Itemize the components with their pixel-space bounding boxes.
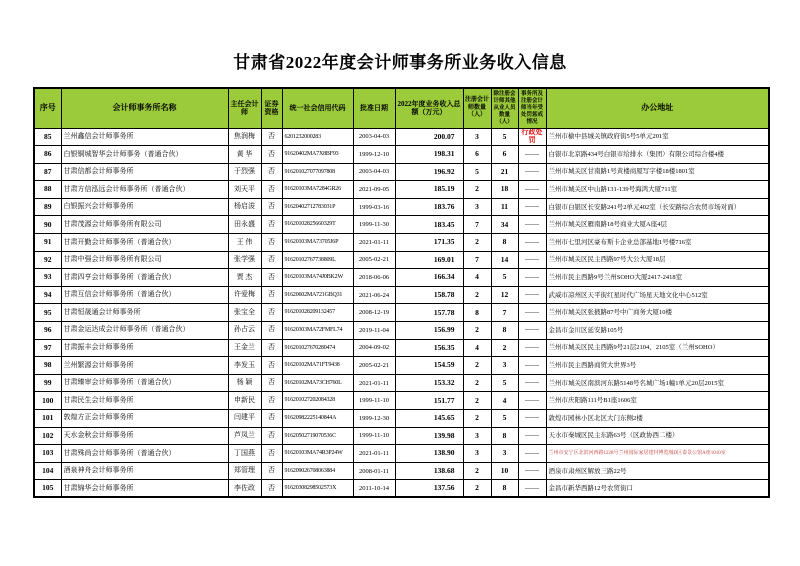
cell-firm-name: 甘肃互信会计师事务所（普通合伙） [61, 286, 228, 304]
table-row [34, 163, 769, 181]
cell-income-total: 169.01 [395, 251, 463, 269]
cell-credit-code: 91620102MA71FT9438 [282, 357, 353, 375]
table-row [34, 480, 769, 498]
cell-penalty-status: —— [518, 146, 546, 164]
cell-cpa-count: 2 [463, 480, 491, 498]
cell-chief-accountant: 张宝全 [228, 304, 261, 322]
cell-cpa-count: 7 [463, 251, 491, 269]
page-title: 甘肃省2022年度会计师事务所业务收入信息 [233, 53, 567, 72]
cell-penalty-status: —— [518, 462, 546, 480]
cell-cpa-count: 6 [463, 146, 491, 164]
cell-firm-name: 甘肃锦华会计师事务所 [61, 480, 228, 498]
cell-office-address: 兰州市民主西路9号兰州SOHO大厦2417-2418室 [546, 269, 769, 287]
cell-chief-accountant: 焦润梅 [228, 128, 261, 146]
cell-approval-date: 1999-11-10 [353, 392, 395, 410]
header-approval-date: 批准日期 [353, 88, 395, 128]
cell-credit-code: 91620103MA7284GR26 [282, 181, 353, 199]
table-row [34, 251, 769, 269]
cell-penalty-status: —— [518, 234, 546, 252]
table-row [34, 304, 769, 322]
cell-cpa-count: 2 [463, 322, 491, 340]
cell-penalty-status: —— [518, 163, 546, 181]
cell-chief-accountant: 丁国燕 [228, 445, 261, 463]
cell-chief-accountant: 王 伟 [228, 234, 261, 252]
cell-cpa-count: 2 [463, 410, 491, 428]
cell-row-number: 91 [34, 234, 61, 252]
cell-income-total: 171.35 [395, 234, 463, 252]
cell-securities-qualification: 否 [261, 322, 282, 340]
cell-approval-date: 2019-11-04 [353, 322, 395, 340]
table-row [34, 198, 769, 216]
cell-securities-qualification: 否 [261, 480, 282, 498]
cell-office-address: 兰州市安宁区北滨河西路1228号兰州国际家居建材博览城D区泰景公馆A座1010室 [546, 445, 769, 463]
cell-other-staff-count: 34 [491, 216, 518, 234]
cell-other-staff-count: 14 [491, 251, 518, 269]
cell-row-number: 105 [34, 480, 61, 498]
header-cpa-count: 注册会计师数量（人） [463, 88, 491, 128]
cell-row-number: 99 [34, 374, 61, 392]
cell-row-number: 93 [34, 269, 61, 287]
cell-penalty-status: —— [518, 392, 546, 410]
cell-chief-accountant: 张学强 [228, 251, 261, 269]
cell-office-address: 兰州市城关区甘南路1号黄楼商厦写字楼18楼1801室 [546, 163, 769, 181]
cell-cpa-count: 4 [463, 339, 491, 357]
cell-chief-accountant: 贾 杰 [228, 269, 261, 287]
cell-chief-accountant: 杨启浚 [228, 198, 261, 216]
cell-credit-code: 91620103MA73705J6P [282, 234, 353, 252]
cell-securities-qualification: 否 [261, 304, 282, 322]
cell-other-staff-count: 7 [491, 304, 518, 322]
cell-chief-accountant: 田永盛 [228, 216, 261, 234]
cell-securities-qualification: 否 [261, 163, 282, 181]
cell-securities-qualification: 否 [261, 251, 282, 269]
cell-credit-code: 91620982225140844A [282, 410, 353, 428]
header-penalty-status: 事务所及注册会计师当年受处罚惩戒情况 [518, 88, 546, 128]
cell-chief-accountant: 申新民 [228, 392, 261, 410]
cell-credit-code: 91620502719070536C [282, 427, 353, 445]
cell-chief-accountant: 闫建平 [228, 410, 261, 428]
cell-other-staff-count: 4 [491, 392, 518, 410]
cell-cpa-count: 3 [463, 427, 491, 445]
cell-row-number: 97 [34, 339, 61, 357]
cell-approval-date: 2008-01-11 [353, 462, 395, 480]
cell-income-total: 151.77 [395, 392, 463, 410]
cell-cpa-count: 2 [463, 234, 491, 252]
cell-firm-name: 甘肃民生会计师事务所 [61, 392, 228, 410]
cell-firm-name: 兰州繁源会计师事务所 [61, 357, 228, 375]
cell-approval-date: 2011-10-14 [353, 480, 395, 498]
cell-cpa-count: 5 [463, 163, 491, 181]
cell-securities-qualification: 否 [261, 128, 282, 146]
cell-other-staff-count: 5 [491, 269, 518, 287]
table-row [34, 445, 769, 463]
cell-income-total: 153.32 [395, 374, 463, 392]
header-credit-code: 统一社会信用代码 [282, 88, 353, 128]
table-row [34, 462, 769, 480]
cell-row-number: 89 [34, 198, 61, 216]
cell-firm-name: 甘肃中强会计师事务所有限公司 [61, 251, 228, 269]
cell-income-total: 166.34 [395, 269, 463, 287]
table-row [34, 234, 769, 252]
cell-chief-accountant: 李佐政 [228, 480, 261, 498]
cell-securities-qualification: 否 [261, 462, 282, 480]
table-row [34, 427, 769, 445]
cell-firm-name: 甘肃信都会计师事务所 [61, 163, 228, 181]
cell-income-total: 196.92 [395, 163, 463, 181]
cell-other-staff-count: 5 [491, 128, 518, 146]
cell-securities-qualification: 否 [261, 392, 282, 410]
cell-income-total: 183.45 [395, 216, 463, 234]
cell-approval-date: 2021-06-24 [353, 286, 395, 304]
cell-income-total: 158.78 [395, 286, 463, 304]
cell-securities-qualification: 否 [261, 198, 282, 216]
cell-chief-accountant: 王金兰 [228, 339, 261, 357]
table-row [34, 181, 769, 199]
cell-approval-date: 2005-02-21 [353, 357, 395, 375]
cell-cpa-count: 2 [463, 181, 491, 199]
cell-firm-name: 白银铜城智华会计师事务（普通合伙） [61, 146, 228, 164]
cell-credit-code: 91620402712783031P [282, 198, 353, 216]
cell-chief-accountant: 许爱梅 [228, 286, 261, 304]
table-row [34, 410, 769, 428]
cell-other-staff-count: 5 [491, 410, 518, 428]
cell-firm-name: 酒泉神舟会计师事务所 [61, 462, 228, 480]
cell-credit-code: 91620102MA73CH760L [282, 374, 353, 392]
cell-income-total: 198.31 [395, 146, 463, 164]
cell-other-staff-count: 18 [491, 181, 518, 199]
cell-row-number: 90 [34, 216, 61, 234]
cell-row-number: 85 [34, 128, 61, 146]
cell-firm-name: 甘肃臻审会计师事务所（普通合伙） [61, 374, 228, 392]
cell-penalty-status: —— [518, 269, 546, 287]
cell-securities-qualification: 否 [261, 181, 282, 199]
cell-approval-date: 2021-01-11 [353, 374, 395, 392]
cell-credit-code: 916201027077097808 [282, 163, 353, 181]
cell-office-address: 敦煌市园林小区北区大门东侧2楼 [546, 410, 769, 428]
cell-credit-code: 6201232000283 [282, 128, 353, 146]
cell-office-address: 兰州市城关区南滨河东路5148号名城广场1幢1单元20层2015室 [546, 374, 769, 392]
cell-row-number: 96 [34, 322, 61, 340]
cell-row-number: 104 [34, 462, 61, 480]
cell-office-address: 武威市凉州区天平街红星时代广场星天地文化中心512室 [546, 286, 769, 304]
cell-credit-code: 916201027670280474 [282, 339, 353, 357]
cell-income-total: 139.98 [395, 427, 463, 445]
cell-chief-accountant: 芦凤兰 [228, 427, 261, 445]
cell-cpa-count: 4 [463, 269, 491, 287]
cell-penalty-status: —— [518, 339, 546, 357]
cell-penalty-status: —— [518, 357, 546, 375]
header-chief-accountant: 主任会计师 [228, 88, 261, 128]
cell-row-number: 87 [34, 163, 61, 181]
cell-income-total: 200.07 [395, 128, 463, 146]
cell-firm-name: 兰州鑫信会计师事务所 [61, 128, 228, 146]
cell-credit-code: 916201027202084328 [282, 392, 353, 410]
cell-credit-code: 91620102767738809L [282, 251, 353, 269]
cell-approval-date: 2003-04-03 [353, 128, 395, 146]
header-office-address: 办公地址 [546, 88, 769, 128]
table-body [34, 128, 769, 497]
cell-approval-date: 1999-03-16 [353, 198, 395, 216]
cell-other-staff-count: 3 [491, 357, 518, 375]
cell-office-address: 酒泉市肃州区解放三路22号 [546, 462, 769, 480]
cell-penalty-status: 行政处罚 [518, 128, 546, 146]
cell-row-number: 103 [34, 445, 61, 463]
cell-office-address: 金昌市金川区延安路105号 [546, 322, 769, 340]
cell-chief-accountant: 李发玉 [228, 357, 261, 375]
cell-cpa-count: 2 [463, 392, 491, 410]
cell-firm-name: 甘肃开勤会计师事务所（普通合伙） [61, 234, 228, 252]
cell-securities-qualification: 否 [261, 216, 282, 234]
table-row [34, 216, 769, 234]
cell-other-staff-count: 3 [491, 445, 518, 463]
table-row [34, 357, 769, 375]
cell-income-total: 156.99 [395, 322, 463, 340]
cell-approval-date: 2005-02-21 [353, 251, 395, 269]
cell-credit-code: 91620602MA721GBQ31 [282, 286, 353, 304]
header-income-total: 2022年度业务收入总额（万元） [395, 88, 463, 128]
cell-cpa-count: 2 [463, 374, 491, 392]
cell-penalty-status: —— [518, 216, 546, 234]
cell-other-staff-count: 12 [491, 286, 518, 304]
cell-securities-qualification: 否 [261, 445, 282, 463]
cell-office-address: 金昌市新华西路12号农贸街口 [546, 480, 769, 498]
cell-row-number: 101 [34, 410, 61, 428]
cell-approval-date: 2021-09-05 [353, 181, 395, 199]
cell-approval-date: 2003-04-03 [353, 163, 395, 181]
cell-firm-name: 甘肃殊尚会计师事务所（普通合伙） [61, 445, 228, 463]
cell-office-address: 兰州市庆阳路111号B1座1606室 [546, 392, 769, 410]
cell-row-number: 98 [34, 357, 61, 375]
cell-firm-name: 甘肃金运达成会计师事务所（普通合伙） [61, 322, 228, 340]
cell-office-address: 兰州市城关区中山路131-139号海鸿大厦711室 [546, 181, 769, 199]
cell-income-total: 185.19 [395, 181, 463, 199]
cell-credit-code: 91620303MA72FMFL74 [282, 322, 353, 340]
cell-firm-name: 甘肃方信泓远会计师事务所（普通合伙） [61, 181, 228, 199]
cell-credit-code: 916209026708063884 [282, 462, 353, 480]
cell-office-address: 天水市秦城区民主东路63号（区政协西二楼） [546, 427, 769, 445]
cell-penalty-status: —— [518, 427, 546, 445]
cell-income-total: 137.56 [395, 480, 463, 498]
table-row [34, 146, 769, 164]
cell-row-number: 92 [34, 251, 61, 269]
cell-income-total: 154.59 [395, 357, 463, 375]
cell-other-staff-count: 8 [491, 234, 518, 252]
table-row [34, 374, 769, 392]
cell-penalty-status: —— [518, 410, 546, 428]
cell-approval-date: 2021-01-11 [353, 234, 395, 252]
cell-securities-qualification: 否 [261, 357, 282, 375]
cell-chief-accountant: 刘天平 [228, 181, 261, 199]
cell-chief-accountant: 郑管理 [228, 462, 261, 480]
cell-penalty-status: —— [518, 304, 546, 322]
cell-row-number: 86 [34, 146, 61, 164]
cell-other-staff-count: 8 [491, 322, 518, 340]
cell-firm-name: 甘肃四亨会计师事务所（普通合伙） [61, 269, 228, 287]
cell-chief-accountant: 杨 颖 [228, 374, 261, 392]
cell-office-address: 兰州市榆中县城关镇政府街5号5单元201室 [546, 128, 769, 146]
cell-penalty-status: —— [518, 181, 546, 199]
header-other-staff-count: 除注册会计师其他从业人员数量（人） [491, 88, 518, 128]
cell-other-staff-count: 6 [491, 146, 518, 164]
cell-penalty-status: —— [518, 322, 546, 340]
cell-cpa-count: 3 [463, 198, 491, 216]
cell-penalty-status: —— [518, 480, 546, 498]
cell-cpa-count: 2 [463, 286, 491, 304]
cell-row-number: 95 [34, 304, 61, 322]
cell-cpa-count: 3 [463, 128, 491, 146]
cell-securities-qualification: 否 [261, 269, 282, 287]
cell-credit-code: 91620103MA74R3P24W [282, 445, 353, 463]
cell-cpa-count: 3 [463, 445, 491, 463]
cell-firm-name: 天水金秋会计师事务所 [61, 427, 228, 445]
cell-approval-date: 2018-06-06 [353, 269, 395, 287]
cell-row-number: 100 [34, 392, 61, 410]
cell-chief-accountant: 孙占云 [228, 322, 261, 340]
table-row [34, 269, 769, 287]
cell-other-staff-count: 5 [491, 374, 518, 392]
header-no: 序号 [34, 88, 61, 128]
cell-securities-qualification: 否 [261, 146, 282, 164]
cell-other-staff-count: 8 [491, 480, 518, 498]
cell-firm-name: 甘肃茂源会计师事务所有限公司 [61, 216, 228, 234]
table-header [34, 88, 769, 128]
cell-securities-qualification: 否 [261, 410, 282, 428]
cell-credit-code: 91620402MA7X8BF93 [282, 146, 353, 164]
cell-penalty-status: —— [518, 198, 546, 216]
cell-approval-date: 1999-12-10 [353, 146, 395, 164]
cell-office-address: 兰州市城关区民主西路97号大公大厦18层 [546, 251, 769, 269]
cell-chief-accountant: 黄 华 [228, 146, 261, 164]
cell-credit-code: 91620102825660329T [282, 216, 353, 234]
cell-cpa-count: 2 [463, 462, 491, 480]
business-income-table [33, 87, 770, 498]
cell-approval-date: 2008-12-19 [353, 304, 395, 322]
cell-approval-date: 1999-11-30 [353, 216, 395, 234]
cell-office-address: 白银市白银区长安路241号2单元402室（长安路综合农贸市场对面） [546, 198, 769, 216]
cell-income-total: 145.65 [395, 410, 463, 428]
cell-penalty-status: —— [518, 251, 546, 269]
cell-credit-code: 91620103MA74J0BK2W [282, 269, 353, 287]
cell-office-address: 兰州市城关区雁南路18号商业大厦A座4层 [546, 216, 769, 234]
cell-office-address: 兰州市民主西路商贸大世界3号 [546, 357, 769, 375]
cell-income-total: 183.76 [395, 198, 463, 216]
cell-income-total: 156.35 [395, 339, 463, 357]
cell-credit-code: 91620308298502573X [282, 480, 353, 498]
cell-approval-date: 2004-09-02 [353, 339, 395, 357]
table-row [34, 392, 769, 410]
cell-cpa-count: 2 [463, 357, 491, 375]
cell-penalty-status: —— [518, 286, 546, 304]
cell-other-staff-count: 2 [491, 339, 518, 357]
cell-row-number: 94 [34, 286, 61, 304]
cell-penalty-status: —— [518, 445, 546, 463]
cell-office-address: 兰州市城关区民主西路9号21层2104、2105室（兰州SOHO） [546, 339, 769, 357]
cell-securities-qualification: 否 [261, 339, 282, 357]
cell-firm-name: 敦煌方正会计师事务所 [61, 410, 228, 428]
cell-firm-name: 白银振兴会计师事务所 [61, 198, 228, 216]
cell-office-address: 白银市北京路434号白银市给排水（集团）有限公司综合楼4楼 [546, 146, 769, 164]
table-row [34, 339, 769, 357]
cell-credit-code: 916201028209132457 [282, 304, 353, 322]
cell-approval-date: 1999-11-10 [353, 427, 395, 445]
cell-firm-name: 甘肃振丰会计师事务所 [61, 339, 228, 357]
cell-other-staff-count: 8 [491, 427, 518, 445]
cell-cpa-count: 7 [463, 216, 491, 234]
cell-row-number: 102 [34, 427, 61, 445]
cell-penalty-status: —— [518, 374, 546, 392]
cell-row-number: 88 [34, 181, 61, 199]
cell-approval-date: 2021-01-11 [353, 445, 395, 463]
cell-securities-qualification: 否 [261, 427, 282, 445]
cell-cpa-count: 8 [463, 304, 491, 322]
cell-income-total: 138.90 [395, 445, 463, 463]
table-row [34, 128, 769, 146]
cell-securities-qualification: 否 [261, 374, 282, 392]
cell-firm-name: 甘肃恒晟通会计师事务所 [61, 304, 228, 322]
header-securities-qualification: 证券资格 [261, 88, 282, 128]
cell-securities-qualification: 否 [261, 234, 282, 252]
cell-approval-date: 1999-12-30 [353, 410, 395, 428]
cell-other-staff-count: 10 [491, 462, 518, 480]
cell-income-total: 157.78 [395, 304, 463, 322]
cell-other-staff-count: 11 [491, 198, 518, 216]
header-firm-name: 会计师事务所名称 [61, 88, 228, 128]
table-row [34, 322, 769, 340]
cell-other-staff-count: 21 [491, 163, 518, 181]
cell-chief-accountant: 于烈强 [228, 163, 261, 181]
cell-office-address: 兰州市七里河区豪布斯卡企业总部基地1号楼716室 [546, 234, 769, 252]
cell-securities-qualification: 否 [261, 286, 282, 304]
cell-income-total: 138.68 [395, 462, 463, 480]
cell-office-address: 兰州市城关区张掖路87号中广商务大厦10楼 [546, 304, 769, 322]
table-row [34, 286, 769, 304]
